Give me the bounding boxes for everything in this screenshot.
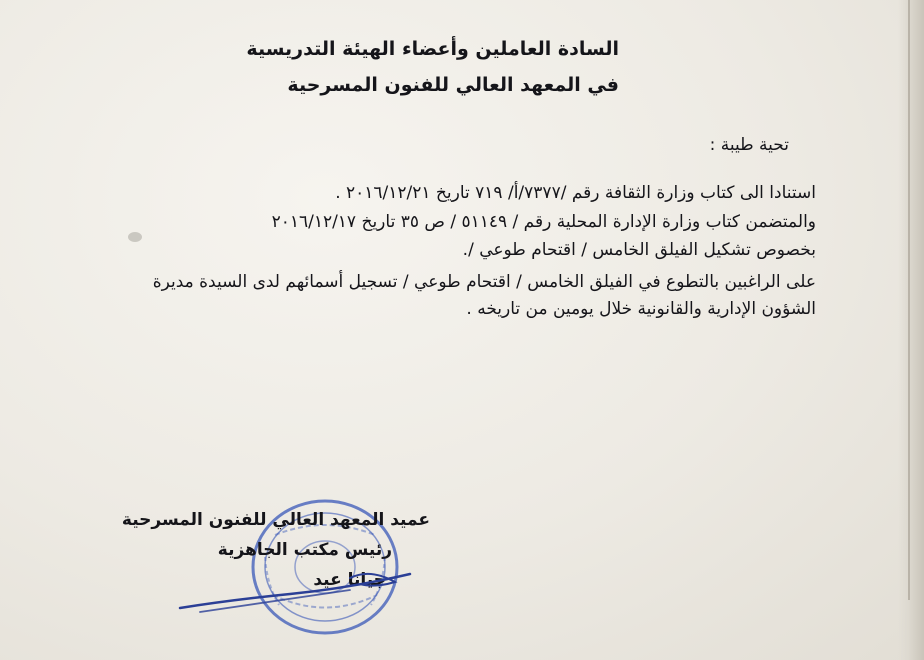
addressee-line-1: السادة العاملين وأعضاء الهيئة التدريسية [246, 38, 619, 60]
body-line: الشؤون الإدارية والقانونية خلال يومين من تاريخه . [466, 299, 816, 319]
body-line: على الراغبين بالتطوع في الفيلق الخامس / اقتحام طوعي / تسجيل أسمائهم لدى السيدة مديرة [152, 272, 816, 292]
signatory-title: عميد المعهد العالي للفنون المسرحية [121, 510, 430, 530]
signatory-name: جيانا عيد [313, 570, 386, 590]
signatory-office: رئيس مكتب الجاهزية [217, 540, 392, 560]
addressee-line-2: في المعهد العالي للفنون المسرحية [287, 74, 619, 96]
paper-smudge [128, 232, 142, 242]
page-edge-shadow [898, 0, 924, 660]
body-line: والمتضمن كتاب وزارة الإدارة المحلية رقم / ٥١١٤٩ / ص ٣٥ تاريخ ٢٠١٦/١٢/١٧ [271, 212, 816, 232]
body-line: بخصوص تشكيل الفيلق الخامس / اقتحام طوعي /. [462, 240, 816, 260]
handwritten-signature [170, 560, 420, 620]
body-line: استنادا الى كتاب وزارة الثقافة رقم /٧٣٧٧/أ/ ٧١٩ تاريخ ٢٠١٦/١٢/٢١ . [335, 183, 816, 203]
page-edge-line [908, 0, 910, 600]
greeting-line: تحية طيبة : [709, 135, 789, 155]
